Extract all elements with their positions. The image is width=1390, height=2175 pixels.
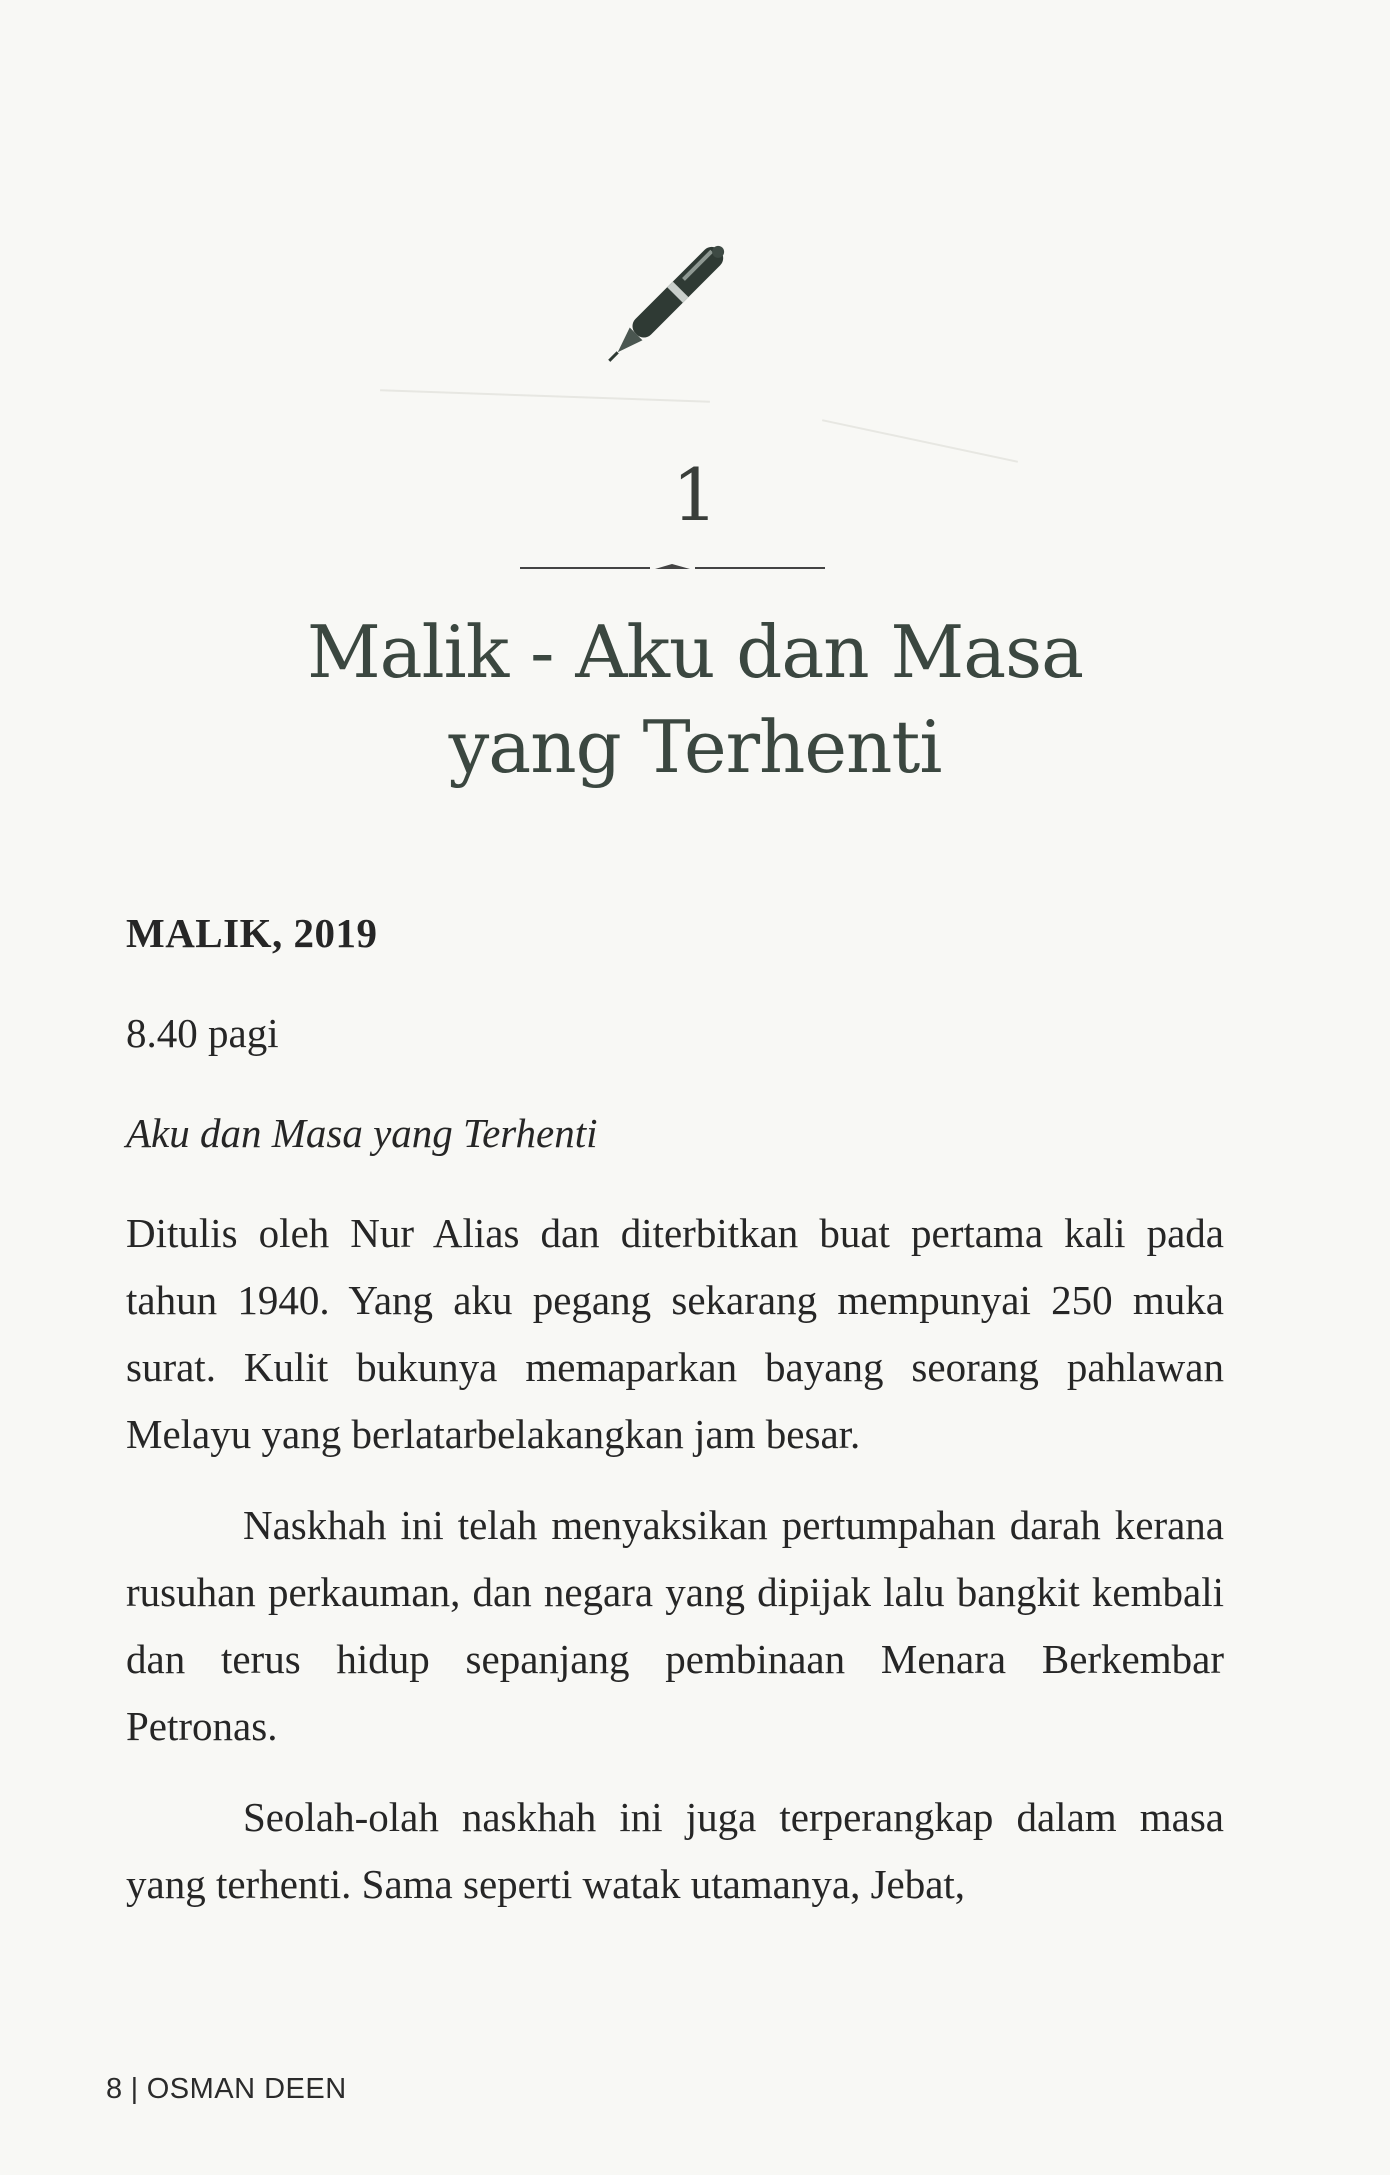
chapter-title-line-2: yang Terhenti (448, 705, 942, 789)
paper-mark (380, 389, 710, 403)
paragraph-1: Ditulis oleh Nur Alias dan diterbitkan buat pertama kali pada tahun 1940. Yang aku pegang sekarang mempunyai 250 muka surat. Kulit bukunya memaparkan bayang seorang pahlawan Melayu yang berlatarbelakangkan jam besar. (126, 1210, 1224, 1457)
time-stamp: 8.40 pagi (126, 1010, 279, 1056)
footer-separator: | (130, 2073, 139, 2105)
page-footer (106, 2073, 347, 2106)
chapter-body (126, 900, 1224, 1942)
fountain-pen-icon (580, 200, 770, 390)
chapter-title-line-1: Malik - Aku dan Masa (306, 610, 1084, 694)
paragraph-3: Seolah-olah naskhah ini juga terperangkap dalam masa yang terhenti. Sama seperti watak utamanya, Jebat, (126, 1794, 1224, 1907)
paragraph-2: Naskhah ini telah menyaksikan pertumpahan darah kerana rusuhan perkauman, dan negara yang dipijak lalu bangkit kembali dan terus hidup sepanjang pembinaan Menara Berkembar Petronas. (126, 1502, 1224, 1749)
chapter-number: 1 (672, 453, 718, 537)
book-title: Aku dan Masa yang Terhenti (126, 1110, 598, 1156)
section-heading: MALIK, 2019 (126, 910, 378, 956)
chapter-divider (520, 563, 825, 573)
author-name: OSMAN DEEN (146, 2073, 347, 2105)
page-number: 8 (106, 2073, 123, 2105)
chapter-title (0, 605, 1390, 795)
